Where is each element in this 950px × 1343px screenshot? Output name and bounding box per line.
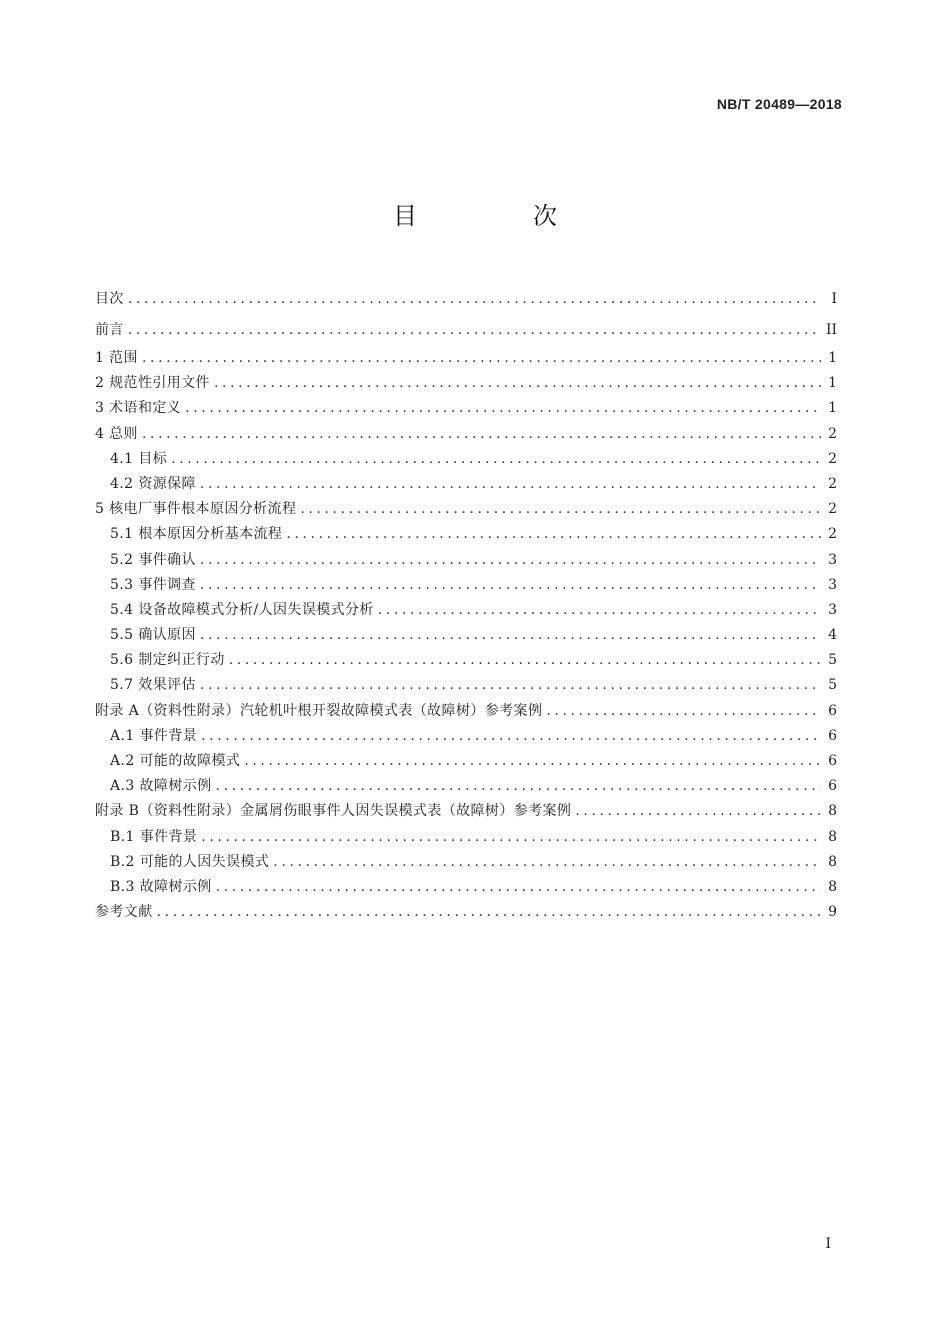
dot-leader xyxy=(273,850,821,875)
toc-entry-page: 6 xyxy=(828,702,837,719)
dot-leader xyxy=(201,724,821,749)
toc-entry-bibliography[interactable] xyxy=(95,900,837,925)
dot-leader xyxy=(214,371,821,396)
dot-leader xyxy=(216,774,821,799)
toc-entry-5-7[interactable] xyxy=(95,673,837,698)
toc-entry-b-2[interactable] xyxy=(95,850,837,875)
toc-entry-contents[interactable] xyxy=(95,284,837,315)
dot-leader xyxy=(201,825,821,850)
toc-entry-annex-b[interactable] xyxy=(95,799,837,824)
dot-leader xyxy=(200,673,821,698)
dot-leader xyxy=(185,396,821,421)
toc-entry-3[interactable] xyxy=(95,396,837,421)
toc-entry-page: 2 xyxy=(828,475,837,492)
dot-leader xyxy=(142,422,821,447)
toc-entry-label: 5.2 事件确认 xyxy=(110,551,196,568)
dot-leader xyxy=(300,497,821,522)
toc-entry-5-4[interactable] xyxy=(95,598,837,623)
toc-entry-page: 8 xyxy=(828,803,837,820)
toc-entry-page: 8 xyxy=(828,828,837,845)
dot-leader xyxy=(200,472,821,497)
dot-leader xyxy=(128,284,821,315)
toc-entry-label: 参考文献 xyxy=(95,904,153,921)
toc-entry-label: 1 范围 xyxy=(95,350,138,366)
toc-entry-label: 附录 A（资料性附录）汽轮机叶根开裂故障模式表（故障树）参考案例 xyxy=(95,702,543,719)
toc-entry-label: 5.5 确认原因 xyxy=(110,627,196,644)
toc-entry-label: B.2 可能的人因失误模式 xyxy=(110,853,270,870)
dot-leader xyxy=(229,648,821,673)
toc-entry-page: 4 xyxy=(828,627,837,644)
toc-entry-page: 8 xyxy=(828,853,837,870)
toc-entry-5-2[interactable] xyxy=(95,548,837,573)
toc-entry-page: I xyxy=(831,291,837,307)
dot-leader xyxy=(128,315,821,346)
toc-entry-label: A.2 可能的故障模式 xyxy=(110,753,241,769)
page-number: I xyxy=(825,1236,831,1252)
toc-entry-page: 1 xyxy=(828,375,837,392)
toc-entry-label: A.3 故障树示例 xyxy=(110,778,212,795)
toc-entry-label: 5.7 效果评估 xyxy=(110,677,196,694)
toc-entry-1[interactable] xyxy=(95,346,837,371)
toc-entry-label: 5.1 根本原因分析基本流程 xyxy=(110,526,283,543)
toc-entry-label: 5.6 制定纠正行动 xyxy=(110,652,225,669)
toc-entry-a-3[interactable] xyxy=(95,774,837,799)
toc-entry-label: 3 术语和定义 xyxy=(95,400,182,417)
toc-entry-a-2[interactable] xyxy=(95,749,837,774)
toc-entry-b-1[interactable] xyxy=(95,825,837,850)
page-title: 目 次 xyxy=(393,202,603,230)
dot-leader xyxy=(200,573,821,598)
toc-entry-page: 2 xyxy=(828,425,837,442)
dot-leader xyxy=(171,447,821,472)
toc-entry-5-3[interactable] xyxy=(95,573,837,598)
toc-entry-label: 5 核电厂事件根本原因分析流程 xyxy=(95,501,297,518)
toc-entry-page: 6 xyxy=(828,753,837,769)
toc-entry-page: 3 xyxy=(828,601,837,618)
toc-entry-page: 9 xyxy=(828,904,837,921)
toc-entry-page: 2 xyxy=(828,450,837,467)
toc-entry-page: 2 xyxy=(828,501,837,518)
toc-entry-label: 4.2 资源保障 xyxy=(110,475,196,492)
dot-leader xyxy=(200,548,821,573)
toc-entry-page: II xyxy=(825,322,837,338)
toc-entry-4-1[interactable] xyxy=(95,447,837,472)
toc-entry-label: 2 规范性引用文件 xyxy=(95,375,210,392)
toc-entry-page: 6 xyxy=(828,727,837,744)
dot-leader xyxy=(546,699,821,724)
dot-leader xyxy=(200,623,821,648)
toc-entry-a-1[interactable] xyxy=(95,724,837,749)
toc-entry-label: 附录 B（资料性附录）金属屑伤眼事件人因失误模式表（故障树）参考案例 xyxy=(95,803,572,820)
toc-entry-annex-a[interactable] xyxy=(95,699,837,724)
dot-leader xyxy=(286,522,821,547)
table-of-contents xyxy=(95,284,837,925)
toc-entry-label: 5.4 设备故障模式分析/人因失误模式分析 xyxy=(110,601,374,618)
toc-entry-foreword[interactable] xyxy=(95,315,837,346)
dot-leader xyxy=(157,900,821,925)
toc-entry-page: 5 xyxy=(828,677,837,694)
toc-entry-page: 3 xyxy=(828,576,837,593)
dot-leader xyxy=(378,598,821,623)
toc-entry-label: A.1 事件背景 xyxy=(110,727,198,744)
toc-entry-b-3[interactable] xyxy=(95,875,837,900)
toc-entry-page: 1 xyxy=(828,350,837,366)
toc-entry-5[interactable] xyxy=(95,497,837,522)
toc-entry-page: 2 xyxy=(828,526,837,543)
toc-entry-label: 目次 xyxy=(95,291,124,307)
toc-entry-5-6[interactable] xyxy=(95,648,837,673)
toc-entry-5-5[interactable] xyxy=(95,623,837,648)
toc-entry-4[interactable] xyxy=(95,422,837,447)
standard-code: NB/T 20489—2018 xyxy=(716,96,842,112)
toc-entry-label: 5.3 事件调查 xyxy=(110,576,196,593)
toc-entry-page: 1 xyxy=(828,400,837,417)
toc-entry-label: 前言 xyxy=(95,322,124,338)
toc-entry-4-2[interactable] xyxy=(95,472,837,497)
dot-leader xyxy=(216,875,821,900)
toc-entry-label: B.1 事件背景 xyxy=(110,828,198,845)
dot-leader xyxy=(142,346,821,371)
toc-entry-label: B.3 故障树示例 xyxy=(110,878,212,895)
toc-entry-2[interactable] xyxy=(95,371,837,396)
toc-entry-page: 5 xyxy=(828,652,837,669)
toc-entry-5-1[interactable] xyxy=(95,522,837,547)
dot-leader xyxy=(575,799,821,824)
dot-leader xyxy=(244,749,821,774)
toc-entry-page: 8 xyxy=(828,878,837,895)
toc-entry-label: 4 总则 xyxy=(95,425,138,442)
toc-entry-label: 4.1 目标 xyxy=(110,450,168,467)
toc-entry-page: 6 xyxy=(828,778,837,795)
toc-entry-page: 3 xyxy=(828,551,837,568)
